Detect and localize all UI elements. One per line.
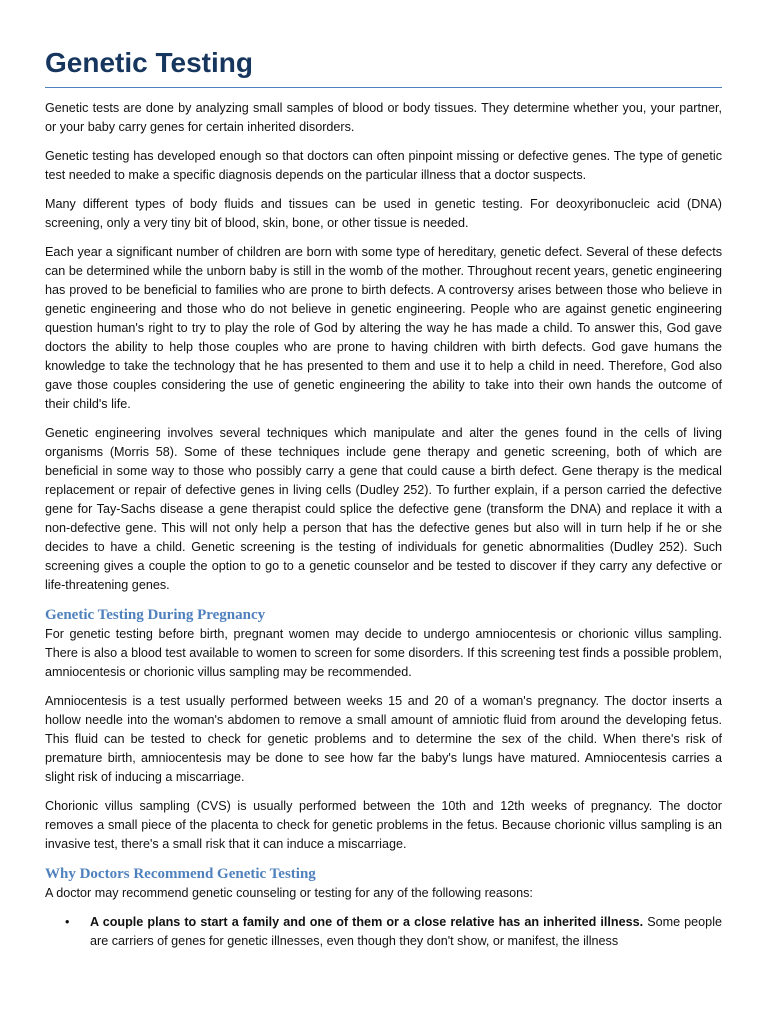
intro-paragraph-1: Genetic tests are done by analyzing small samples of blood or body tissues. They determine whether you, your partner, or your baby carry genes for certain inherited disorders. bbox=[45, 101, 722, 134]
intro-paragraph-4: Each year a significant number of children are born with some type of hereditary, genetic defect. Several of these defects can be determined while the unborn baby is still in the womb of the mother. Throughout recent years, genetic engineering has proved to be beneficial to families who are prone to birth defects. A controversy arises between those who believe in genetic engineering and those who do not believe in genetic engineering. People who are against genetic engineering question human's right to try to play the role of God by altering the way he has made a child. To answer this, God gave doctors the ability to help those couples who are prone to having children with birth defects. God gave humans the knowledge to take the technology that he has presented to them and use it to help a child in need. Therefore, God also gave those couples considering the use of genetic engineering the ability to take into their own hands the outcome of their child's life. bbox=[45, 245, 722, 411]
bullet-icon: • bbox=[65, 915, 70, 929]
list-item-lead: A couple plans to start a family and one of them or a close relative has an inherited illness. bbox=[90, 915, 644, 929]
section-heading-reasons: Why Doctors Recommend Genetic Testing bbox=[45, 866, 316, 882]
intro-paragraph-3: Many different types of body fluids and tissues can be used in genetic testing. For deoxyribonucleic acid (DNA) screening, only a very tiny bit of blood, skin, bone, or other tissue is needed. bbox=[45, 197, 722, 230]
section-heading-pregnancy: Genetic Testing During Pregnancy bbox=[45, 607, 266, 623]
reasons-intro: A doctor may recommend genetic counseling or testing for any of the following reasons: bbox=[45, 886, 533, 900]
list-item bbox=[45, 913, 722, 951]
reasons-list bbox=[45, 913, 722, 951]
intro-paragraph-2: Genetic testing has developed enough so that doctors can often pinpoint missing or defective genes. The type of genetic test needed to make a specific diagnosis depends on the particular illness that a doctor suspects. bbox=[45, 149, 722, 182]
pregnancy-paragraph-2: Amniocentesis is a test usually performed between weeks 15 and 20 of a woman's pregnancy. The doctor inserts a hollow needle into the woman's abdomen to remove a small amount of amniotic fluid from around the developing fetus. This fluid can be tested to check for genetic problems and to determine the sex of the child. When there's risk of premature birth, amniocentesis may be done to see how far the baby's lungs have matured. Amniocentesis carries a slight risk of inducing a miscarriage. bbox=[45, 694, 722, 784]
list-item-text: Some people are carriers of genes for genetic illnesses, even though they don't show, or manifest, the illness bbox=[90, 915, 722, 948]
intro-paragraph-5: Genetic engineering involves several techniques which manipulate and alter the genes found in the cells of living organisms (Morris 58). Some of these techniques include gene therapy and genetic screening, both of which are beneficial in some way to those who possibly carry a gene that could cause a birth defect. Gene therapy is the medical replacement or repair of defective genes in living cells (Dudley 252). To further explain, if a person carried the defective gene for Tay-Sachs disease a gene therapist could splice the defective gene (transform the DNA) and replace it with a non-defective gene. This will not only help a person that has the defective genes but also will in turn help if he or she decides to have a child. Genetic screening is the testing of individuals for genetic abnormalities (Dudley 252). Such screening gives a couple the option to go to a genetic counselor and be tested to discover if they carry any defective or life-threatening genes. bbox=[45, 426, 722, 592]
document-page bbox=[45, 44, 722, 951]
page-title: Genetic Testing bbox=[45, 44, 722, 88]
pregnancy-paragraph-1: For genetic testing before birth, pregnant women may decide to undergo amniocentesis or chorionic villus sampling. There is also a blood test available to women to screen for some disorders. If this screening test finds a possible problem, amniocentesis or chorionic villus sampling may be recommended. bbox=[45, 627, 722, 679]
pregnancy-paragraph-3: Chorionic villus sampling (CVS) is usually performed between the 10th and 12th weeks of pregnancy. The doctor removes a small piece of the placenta to check for genetic problems in the fetus. Because chorionic villus sampling is an invasive test, there's a small risk that it can induce a miscarriage. bbox=[45, 799, 722, 851]
